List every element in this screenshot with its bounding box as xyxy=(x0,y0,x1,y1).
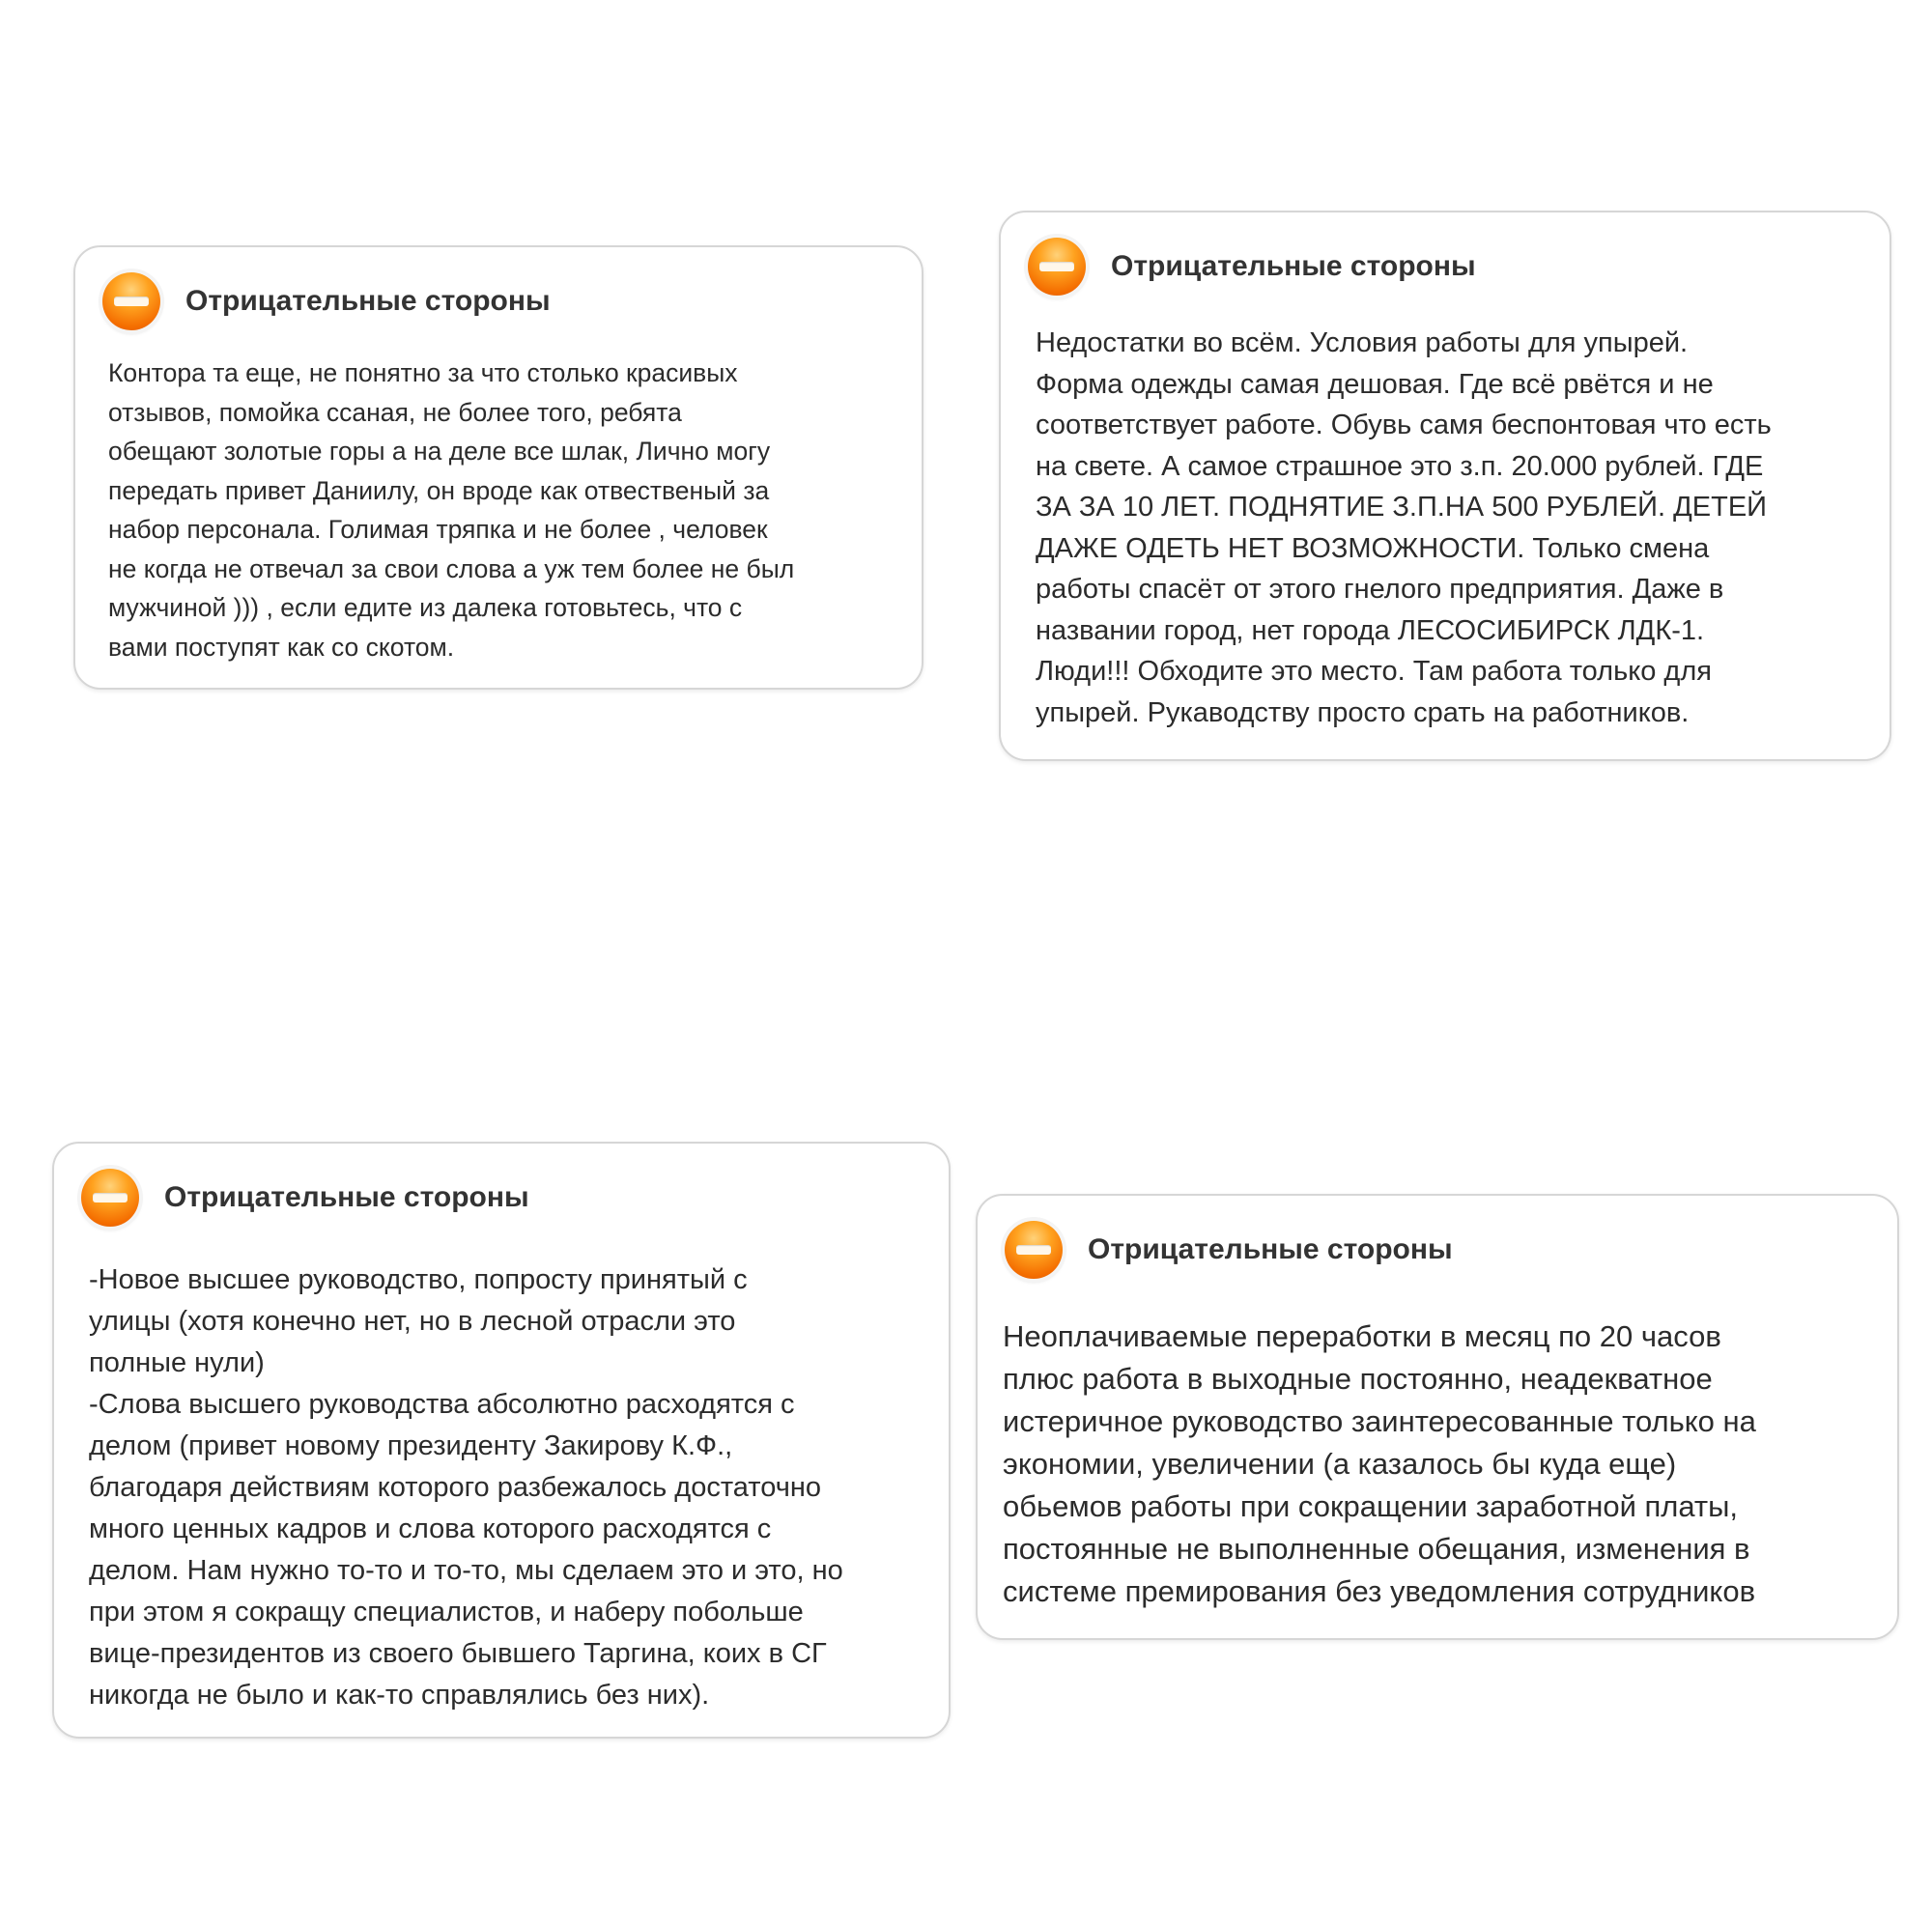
minus-circle-icon xyxy=(1005,1221,1063,1279)
review-card-title: Отрицательные стороны xyxy=(1088,1233,1453,1265)
review-card-text: Недостатки во всём. Условия работы для упырей. Форма одежды самая дешовая. Где всё рвётся и не соответствует работе. Обувь самя беспонтовая что есть на свете. А самое страшное это з.п. 20.000 рублей. ГДЕ ЗА ЗА 10 ЛЕТ. ПОДНЯТИЕ З.П.НА 500 РУБЛЕЙ. ДЕТЕЙ ДАЖЕ ОДЕТЬ НЕТ ВОЗМОЖНОСТИ. Только смена работы спасёт от этого гнелого предприятия. Даже в названии город, нет города ЛЕСОСИБИРСК ЛДК-1. Люди!!! Обходите это место. Там работа только для упырей. Рукаводству просто срать на работников. xyxy=(1036,327,1772,728)
review-card-header xyxy=(102,269,551,334)
review-card-header xyxy=(1005,1217,1453,1283)
minus-circle-icon xyxy=(102,272,160,330)
review-card-header xyxy=(1028,234,1476,299)
review-card-title: Отрицательные стороны xyxy=(1111,250,1476,282)
review-card-4 xyxy=(976,1194,1899,1640)
review-card-text: Неоплачиваемые переработки в месяц по 20 часов плюс работа в выходные постоянно, неадекватное истеричное руководство заинтересованные только на экономии, увеличении (а казалось бы куда еще) обьемов работы при сокращении заработной платы, постоянные не выполненные обещания, изменения в системе премирования без уведомления сотрудников xyxy=(1003,1319,1756,1608)
review-card-header xyxy=(81,1165,529,1231)
review-card-title: Отрицательные стороны xyxy=(164,1181,529,1213)
review-card-3 xyxy=(52,1142,951,1739)
minus-circle-icon xyxy=(81,1169,139,1227)
review-card-2 xyxy=(999,211,1891,761)
review-card-title: Отрицательные стороны xyxy=(185,285,551,317)
review-card-text: -Новое высшее руководство, попросту принятый с улицы (хотя конечно нет, но в лесной отрасли это полные нули) -Слова высшего руководства абсолютно расходятся с делом (привет новому президенту Закирову К.Ф., благодаря действиям которого разбежалось достаточно много ценных кадров и слова которого расходятся с делом. Нам нужно то-то и то-то, мы сделаем это и это, но при этом я сокращу специалистов, и наберу побольше вице-президентов из своего бывшего Таргина, коих в СГ никогда не было и как-то справлялись без них). xyxy=(89,1264,843,1711)
minus-circle-icon xyxy=(1028,238,1086,296)
review-card-1 xyxy=(73,245,923,690)
review-card-text: Контора та еще, не понятно за что столько красивых отзывов, помойка ссаная, не более того, ребята обещают золотые горы а на деле все шлак, Лично могу передать привет Даниилу, он вроде как отвественый за набор персонала. Голимая тряпка и не более , человек не когда не отвечал за свои слова а уж тем более не был мужчиной ))) , если едите из далека готовьтесь, что с вами поступят как со скотом. xyxy=(108,358,795,662)
